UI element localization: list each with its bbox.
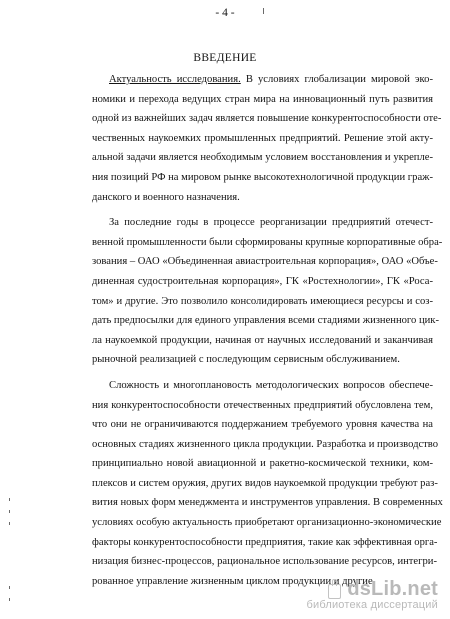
text-line: За последние годы в процессе реорганизации предприятий отечест- xyxy=(109,217,433,229)
text-line: ния позиций РФ на мировом рынке высокотехнологичной продукции граж- xyxy=(92,171,433,183)
text-line: одной из важнейших задач является повышение конкурентоспособности оте- xyxy=(92,113,442,125)
text-line: альной задачи является необходимым условием восстановления и укрепле- xyxy=(92,152,433,164)
text-line: ла наукоемкой продукции, начиная от научных исследований и заканчивая xyxy=(92,334,433,346)
scan-mark xyxy=(9,498,10,501)
text-line: низация бизнес-процессов, рациональное использование ресурсов, интегри- xyxy=(92,556,437,568)
watermark-subtitle: библиотека диссертаций xyxy=(306,599,438,611)
text-line: диненная судостроительная корпорация», ГК «Ростехнологии», ГК «Роса- xyxy=(92,275,433,287)
book-icon xyxy=(326,579,343,601)
text-line: вития новых форм менеджмента и инструментов управления. В современных xyxy=(92,497,443,509)
text-line: том» и другие. Это позволило консолидировать имеющиеся ресурсы и соз- xyxy=(92,295,433,307)
section-heading: ВВЕДЕНИЕ xyxy=(193,52,257,64)
text-line: данского и военного назначения. xyxy=(92,191,240,203)
text-line: основных стадиях жизненного цикла продукции. Разработка и производство xyxy=(92,438,439,450)
watermark xyxy=(250,578,438,611)
text-line: венной промышленности были сформированы крупные корпоративные обра- xyxy=(92,236,443,248)
watermark-brand: dsLib.net xyxy=(347,578,438,600)
text-line: факторы конкурентоспособности предприятия, такие как эффективная орга- xyxy=(92,536,438,548)
text-line: что они не ограничиваются поддержанием требуемого уровня качества на xyxy=(92,419,433,431)
page-number: - 4 - xyxy=(215,7,235,19)
text-line: Актуальность исследования. В условиях глобализации мировой эко- xyxy=(109,74,433,85)
text-line: номики и перехода ведущих стран мира на инновационный путь развития xyxy=(92,93,433,105)
scan-mark xyxy=(9,522,10,525)
text-line: Сложность и многоплановость методологических вопросов обеспече- xyxy=(109,379,433,391)
scan-mark xyxy=(9,586,10,589)
scan-mark xyxy=(9,510,10,513)
body-text xyxy=(92,70,443,591)
scan-mark xyxy=(263,8,264,14)
text-line: чественных наукоемких промышленных предприятий. Решение этой акту- xyxy=(92,132,433,144)
text-line: зования – ОАО «Объединенная авиастроительная корпорация», ОАО «Объе- xyxy=(92,256,438,268)
text-line: рованное управление жизненным циклом продукции и другие. xyxy=(92,575,376,587)
text-line: рыночной реализацией с последующим сервисным обслуживанием. xyxy=(92,354,400,366)
text-line: плексов и систем оружия, других видов наукоемкой продукции требуют раз- xyxy=(92,477,438,489)
lead-label: Актуальность исследования. xyxy=(109,74,241,85)
scan-mark xyxy=(9,598,10,601)
text-line: принципиально новой авиационной и ракетно-космической техники, ком- xyxy=(92,458,433,470)
text-line: дать предпосылки для единого управления всеми стадиями жизненного цик- xyxy=(92,315,439,327)
text-line: условиях особую актуальность приобретают организационно-экономические xyxy=(92,517,442,529)
text-line: ния конкурентоспособности отечественных предприятий обусловлена тем, xyxy=(92,399,433,411)
